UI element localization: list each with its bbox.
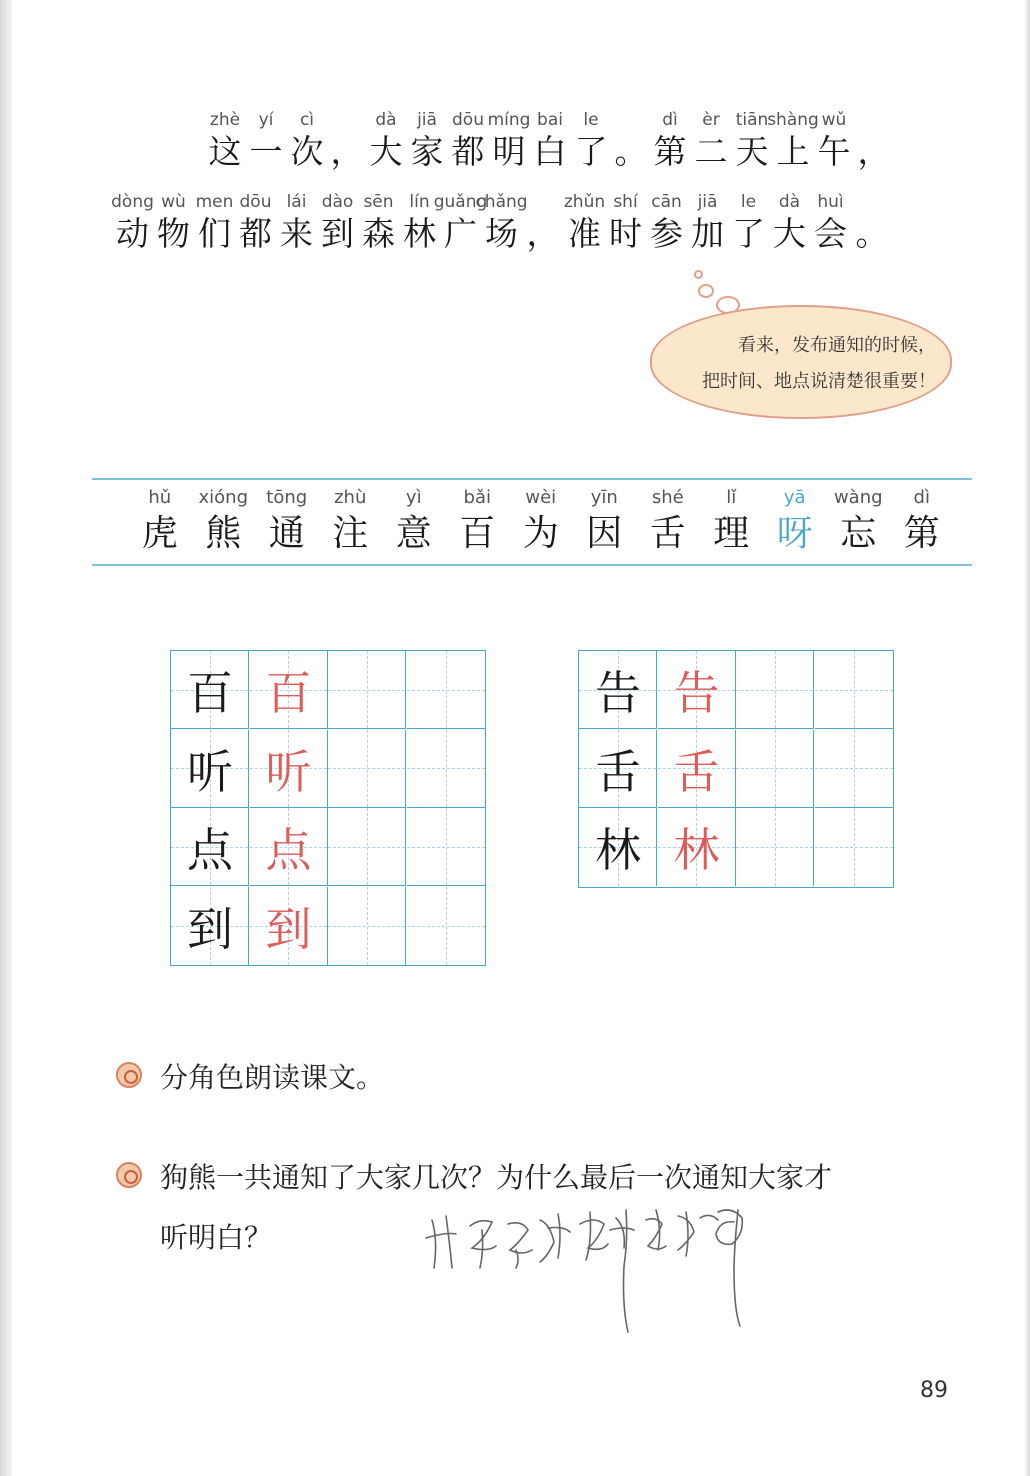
pinyin: jiā (697, 192, 718, 212)
vocab-hanzi: 熊 (205, 513, 242, 554)
handwritten-scribble (420, 1190, 780, 1340)
vocab-hanzi: 呀 (776, 513, 813, 554)
ruby-character (646, 190, 687, 254)
vocab-pinyin: yā (783, 487, 806, 508)
model-character: 点 (265, 823, 312, 877)
hanzi: 加 (691, 214, 724, 253)
model-character: 百 (265, 666, 312, 720)
exercise-1-text: 分角色朗读课文。 (160, 1061, 385, 1094)
pinyin: cì (299, 110, 315, 130)
writing-cell (736, 808, 814, 886)
pinyin: chǎng (475, 192, 528, 212)
pinyin: dōu (452, 110, 484, 130)
hanzi: 第 (653, 132, 687, 171)
pinyin: dà (375, 110, 397, 130)
model-character: 告 (673, 666, 720, 720)
ruby-character (530, 108, 570, 172)
hanzi: 来 (280, 214, 313, 253)
hanzi: 明 (492, 132, 526, 171)
pinyin: yí (258, 110, 274, 130)
vocab-hanzi: 百 (459, 513, 496, 554)
hanzi: 时 (609, 214, 642, 253)
vocab-character (573, 486, 637, 558)
pinyin: dōu (239, 192, 272, 212)
hanzi: 午 (817, 132, 851, 171)
pinyin: dà (778, 192, 801, 212)
writing-cell (171, 651, 249, 729)
ruby-character (732, 108, 772, 172)
vocab-pinyin: yì (405, 487, 422, 508)
vocab-pinyin: lǐ (726, 487, 737, 508)
pinyin: dào (321, 192, 354, 212)
writing-cell (815, 730, 893, 808)
exercise-bullet-icon (116, 1062, 142, 1088)
writing-cell (736, 651, 814, 729)
hanzi: 了 (574, 132, 608, 171)
writing-cell (658, 808, 736, 886)
vocab-character (192, 486, 256, 558)
vocab-band-bottom-line (92, 564, 972, 566)
pinyin: shí (613, 192, 638, 212)
pinyin: wù (161, 192, 186, 212)
print-character: 百 (187, 666, 233, 720)
hanzi: ， (526, 214, 560, 253)
writing-cell (658, 730, 736, 808)
hanzi: 参 (650, 214, 683, 253)
ruby-character (112, 190, 153, 254)
pinyin: zhè (209, 110, 241, 130)
vocab-pinyin: wàng (833, 487, 883, 508)
bubble-line-1: 看来，发布通知的时候， (738, 335, 936, 356)
writing-cell (658, 651, 736, 729)
pinyin: men (195, 192, 234, 212)
ruby-character (571, 108, 611, 172)
vocab-hanzi: 舌 (649, 513, 686, 554)
pinyin: shàng (767, 110, 819, 130)
vocab-hanzi: 理 (713, 513, 750, 554)
hanzi: 都 (451, 132, 485, 171)
print-character: 舌 (595, 744, 641, 799)
vocab-character (509, 486, 573, 558)
hanzi: ， (330, 132, 364, 171)
print-character: 林 (595, 823, 641, 877)
vocab-hanzi: 忘 (840, 513, 877, 554)
punctuation (855, 108, 893, 172)
vocab-character (319, 486, 383, 558)
writing-cell (407, 730, 485, 808)
ruby-character (767, 108, 819, 172)
hanzi: 大 (773, 214, 806, 253)
vocab-character (827, 486, 891, 558)
ruby-character (358, 190, 399, 254)
model-character: 听 (265, 744, 312, 799)
vocab-pinyin: zhù (334, 487, 367, 508)
pinyin: sēn (363, 192, 394, 212)
punctuation (522, 190, 564, 254)
hanzi: 了 (732, 214, 765, 253)
pinyin: jiā (417, 110, 437, 130)
hanzi: 天 (735, 132, 769, 171)
bubble-line-2: 把时间、地点说清楚很重要！ (702, 371, 936, 392)
vocab-hanzi: 虎 (141, 513, 178, 554)
hanzi: ， (857, 132, 891, 171)
ruby-character (194, 190, 235, 254)
writing-cell (407, 808, 485, 886)
pinyin: wǔ (821, 110, 847, 130)
writing-cell (815, 808, 893, 886)
vocab-pinyin: wèi (525, 487, 557, 508)
hanzi: 准 (568, 214, 601, 253)
writing-cell (407, 887, 485, 965)
ruby-character (448, 108, 488, 172)
writing-grid-left (170, 650, 486, 966)
pinyin: bai (537, 110, 563, 130)
writing-cell (328, 730, 406, 808)
vocab-hanzi: 通 (268, 513, 305, 554)
hanzi: 森 (362, 214, 395, 253)
print-character: 点 (187, 823, 233, 877)
vocab-hanzi: 因 (586, 513, 623, 554)
ruby-character (366, 108, 406, 172)
hanzi: 次 (290, 132, 324, 171)
writing-cell (579, 651, 657, 729)
exercise-2-text-line-1: 狗熊一共通知了大家几次？为什么最后一次通知大家才 (160, 1161, 833, 1194)
writing-cell (328, 808, 406, 886)
pinyin: dòng (111, 192, 154, 212)
ruby-character (276, 190, 317, 254)
exercise-2-text-line-2: 听明白？ (160, 1221, 273, 1254)
writing-grid-right (578, 650, 894, 888)
writing-cell (407, 651, 485, 729)
ruby-character (317, 190, 358, 254)
vocab-pinyin: yīn (590, 487, 618, 508)
vocab-character-row (128, 486, 954, 558)
vocab-hanzi: 注 (332, 513, 369, 554)
writing-cell (250, 887, 328, 965)
vocab-band-top-line (92, 478, 972, 480)
pinyin: lái (286, 192, 307, 212)
paragraph-line-1 (205, 108, 893, 172)
hanzi: 都 (239, 214, 272, 253)
hanzi: 广 (444, 214, 477, 253)
writing-cell (250, 651, 328, 729)
page-edge-shadow (1024, 0, 1030, 1476)
writing-cell (328, 651, 406, 729)
hanzi: 会 (814, 214, 847, 253)
ruby-character (246, 108, 286, 172)
print-character: 到 (187, 901, 233, 956)
vocab-hanzi: 第 (903, 513, 940, 554)
hanzi: 上 (776, 132, 810, 171)
ruby-character (489, 108, 529, 172)
ruby-character (564, 190, 605, 254)
pinyin: lín (409, 192, 430, 212)
writing-cell (815, 651, 893, 729)
ruby-character (769, 190, 810, 254)
writing-cell (250, 808, 328, 886)
ruby-character (728, 190, 769, 254)
ruby-character (691, 108, 731, 172)
vocab-hanzi: 意 (395, 513, 432, 554)
writing-cell (328, 887, 406, 965)
pinyin: cān (651, 192, 682, 212)
ruby-character (605, 190, 646, 254)
vocab-pinyin: shé (651, 487, 684, 508)
model-character: 舌 (673, 744, 720, 799)
page-number: 89 (920, 1378, 948, 1403)
hanzi: 场 (485, 214, 518, 253)
thought-dot-medium (698, 284, 714, 298)
punctuation (851, 190, 893, 254)
ruby-character (475, 190, 528, 254)
writing-cell (171, 730, 249, 808)
pinyin: le (583, 110, 599, 130)
hanzi: 物 (157, 214, 190, 253)
vocab-pinyin: tōng (266, 487, 308, 508)
hanzi: 家 (410, 132, 444, 171)
hanzi: 。 (614, 132, 648, 171)
writing-cell (579, 730, 657, 808)
ruby-character (407, 108, 447, 172)
pinyin: èr (702, 110, 720, 130)
vocab-character (763, 486, 827, 558)
exercise-bullet-icon (116, 1162, 142, 1188)
pinyin: dì (662, 110, 678, 130)
page-spine-shadow (0, 0, 12, 1476)
model-character: 到 (265, 901, 312, 956)
vocab-character (446, 486, 510, 558)
ruby-character (235, 190, 276, 254)
ruby-character (814, 108, 854, 172)
pinyin: huì (817, 192, 844, 212)
hanzi: 们 (198, 214, 231, 253)
ruby-character (650, 108, 690, 172)
hanzi: 到 (321, 214, 354, 253)
model-character: 林 (673, 823, 720, 877)
vocab-character (890, 486, 954, 558)
vocab-character (700, 486, 764, 558)
vocab-character (255, 486, 319, 558)
pinyin: le (740, 192, 757, 212)
print-character: 告 (595, 666, 641, 720)
vocab-pinyin: hǔ (148, 487, 172, 508)
hanzi: 白 (533, 132, 567, 171)
hanzi: 。 (855, 214, 889, 253)
thought-dot-small (694, 270, 703, 279)
punctuation (612, 108, 650, 172)
vocab-pinyin: dì (913, 487, 930, 508)
hanzi: 大 (369, 132, 403, 171)
vocab-character (128, 486, 192, 558)
vocab-character (636, 486, 700, 558)
print-character: 听 (187, 744, 233, 799)
hanzi: 动 (116, 214, 149, 253)
pinyin: tiān (735, 110, 769, 130)
pinyin: míng (487, 110, 531, 130)
writing-cell (171, 808, 249, 886)
punctuation (328, 108, 366, 172)
thought-bubble-text (668, 328, 936, 400)
pinyin: zhǔn (563, 192, 606, 212)
ruby-character (687, 190, 728, 254)
paragraph-line-2 (112, 190, 893, 254)
writing-cell (250, 730, 328, 808)
vocab-character (382, 486, 446, 558)
ruby-character (205, 108, 245, 172)
ruby-character (287, 108, 327, 172)
vocab-pinyin: xióng (198, 487, 248, 508)
ruby-character (153, 190, 194, 254)
vocab-pinyin: bǎi (463, 487, 491, 508)
pinyin: guǎng (433, 192, 488, 212)
hanzi: 林 (403, 214, 436, 253)
hanzi: 二 (694, 132, 728, 171)
writing-cell (171, 887, 249, 965)
hanzi: 一 (249, 132, 283, 171)
writing-cell (579, 808, 657, 886)
ruby-character (810, 190, 851, 254)
vocab-hanzi: 为 (522, 513, 559, 554)
hanzi: 这 (208, 132, 242, 171)
writing-cell (736, 730, 814, 808)
